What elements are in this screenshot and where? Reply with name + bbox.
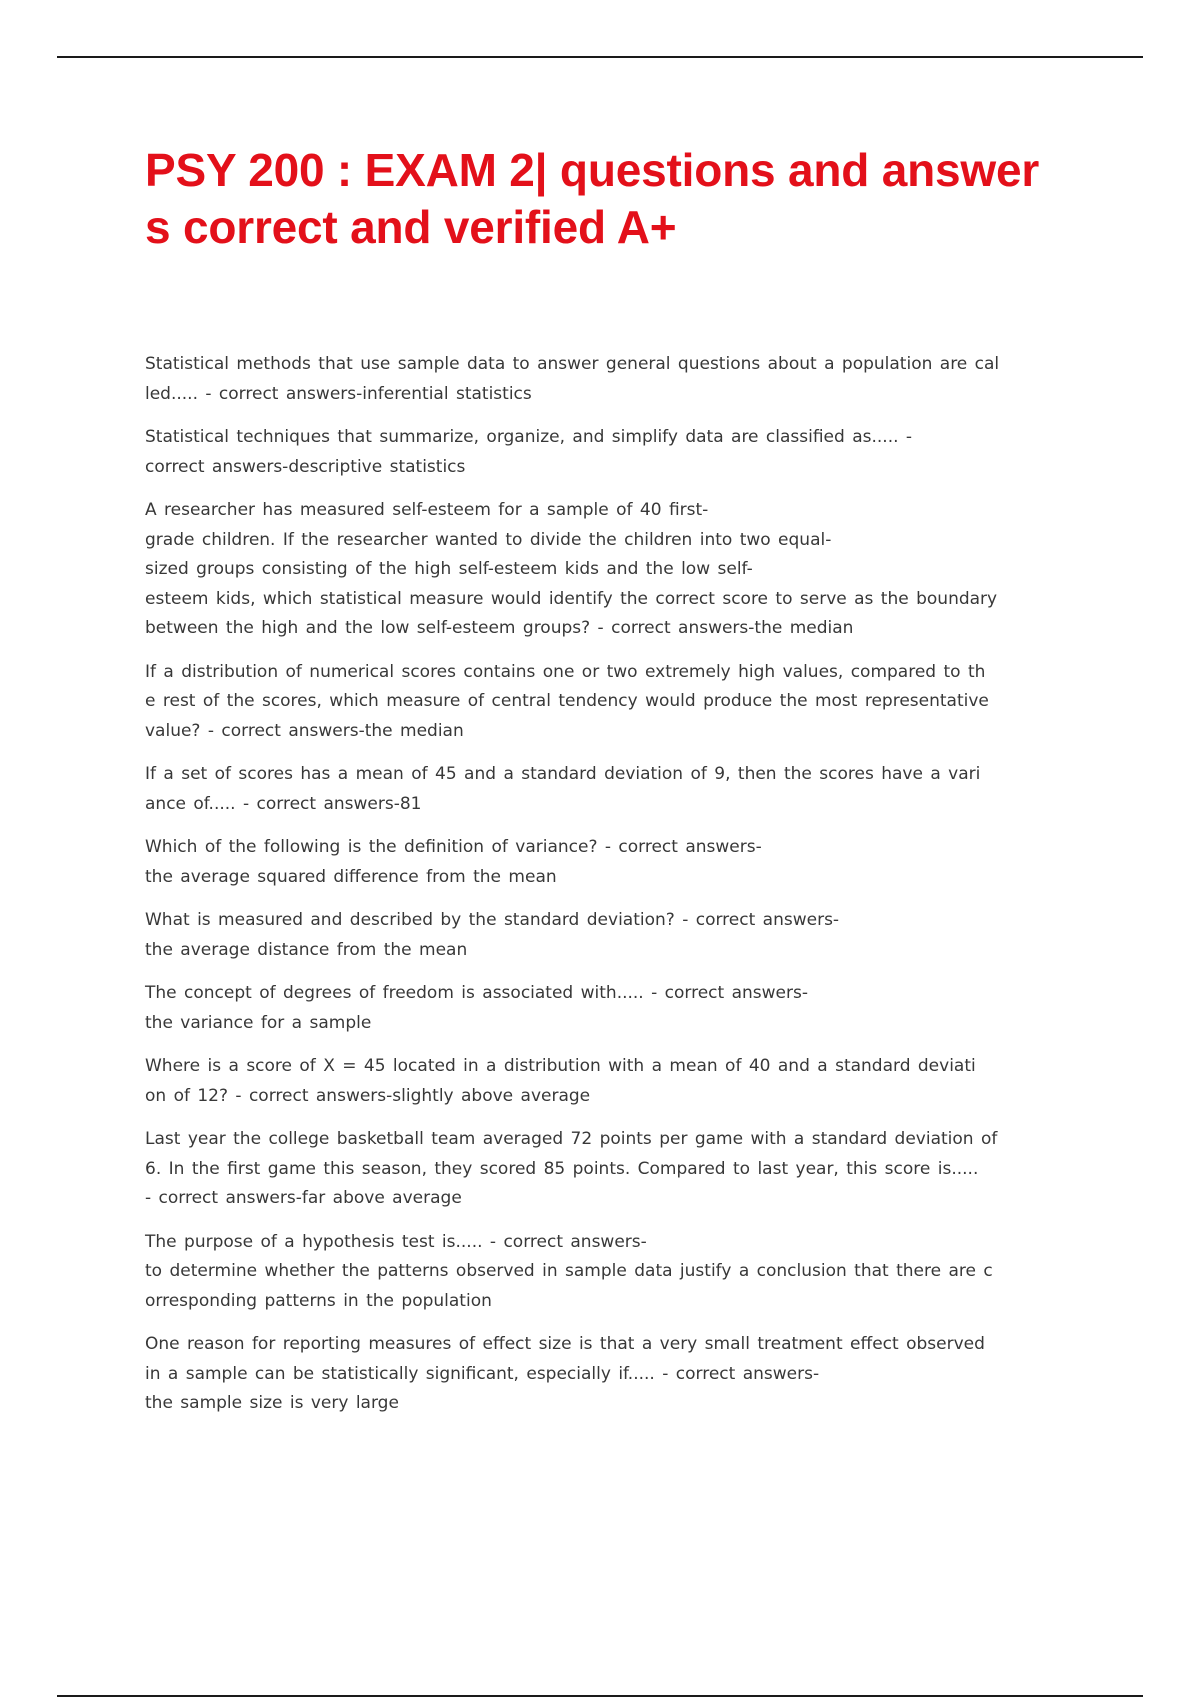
qa-item-7: What is measured and described by the standard deviation? - correct answers- the average distance from the mean — [145, 910, 840, 960]
qa-item-12: One reason for reporting measures of effect size is that a very small treatment effect observed in a sample can be statistically significant, especially if..... - correct answers- the sample size is very large — [145, 1334, 985, 1413]
qa-item-9: Where is a score of X = 45 located in a distribution with a mean of 40 and a standard deviati on of 12? - correct answers-slightly above average — [145, 1056, 976, 1106]
qa-item-3: A researcher has measured self-esteem for a sample of 40 first- grade children. If the researcher wanted to divide the children into two equal- sized groups consisting of the high self-esteem kids and the low self- esteem kids, which statistical measure would identify the correct score to serve as the boundary between the high and the low self-esteem groups? - correct answers-the median — [145, 500, 998, 638]
qa-item-1: Statistical methods that use sample data to answer general questions about a population are cal led..... - correct answers-inferential statistics — [145, 354, 1000, 404]
bottom-rule — [57, 1695, 1143, 1697]
qa-item-8: The concept of degrees of freedom is associated with..... - correct answers- the variance for a sample — [145, 983, 808, 1033]
document-body — [145, 142, 1087, 1433]
qa-item-5: If a set of scores has a mean of 45 and a standard deviation of 9, then the scores have a vari ance of..... - correct answers-81 — [145, 764, 981, 814]
document-title: PSY 200 : EXAM 2| questions and answer s correct and verified A+ — [145, 144, 1040, 253]
qa-item-11: The purpose of a hypothesis test is..... - correct answers- to determine whether the patterns observed in sample data justify a conclusion that there are c orresponding patterns in the population — [145, 1231, 993, 1311]
qa-item-4: If a distribution of numerical scores contains one or two extremely high values, compared to th e rest of the scores, which measure of central tendency would produce the most representative value? - correct answers-the median — [145, 661, 989, 741]
qa-item-6: Which of the following is the definition of variance? - correct answers- the average squared difference from the mean — [145, 837, 762, 887]
qa-item-2: Statistical techniques that summarize, organize, and simplify data are classified as..... - correct answers-descriptive statistics — [145, 427, 913, 477]
qa-item-10: Last year the college basketball team averaged 72 points per game with a standard deviation of 6. In the first game this season, they scored 85 points. Compared to last year, this score is..... - correct answers-far above average — [145, 1129, 998, 1208]
qa-list — [145, 350, 1087, 1419]
top-rule — [57, 56, 1143, 58]
